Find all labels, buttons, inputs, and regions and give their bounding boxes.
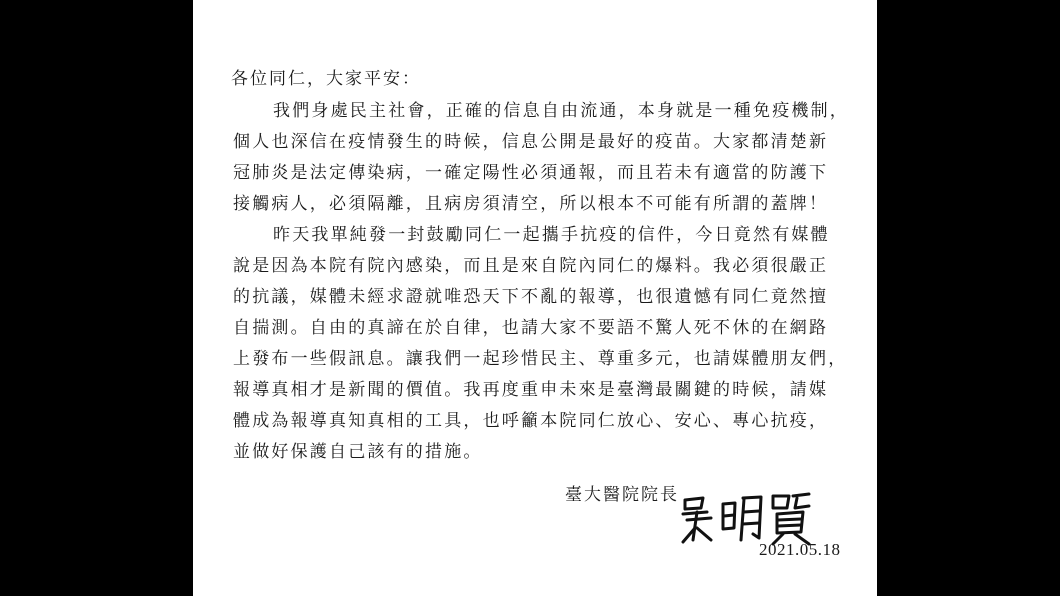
body-line: 報導真相才是新聞的價值。我再度重申未來是臺灣最關鍵的時候，請媒 (233, 380, 829, 400)
body-line: 體成為報導真知真相的工具，也呼籲本院同仁放心、安心、專心抗疫， (233, 411, 829, 431)
greeting: 各位同仁，大家平安： (231, 69, 421, 89)
body-line: 我們身處民主社會，正確的信息自由流通，本身就是一種免疫機制， (273, 101, 849, 121)
body-line: 上發布一些假訊息。讓我們一起珍惜民主、尊重多元，也請媒體朋友們， (233, 349, 848, 369)
body-line: 昨天我單純發一封鼓勵同仁一起攜手抗疫的信件，今日竟然有媒體 (273, 225, 830, 245)
signer-title: 臺大醫院院長 (565, 485, 679, 505)
body-line: 說是因為本院有院內感染，而且是來自院內同仁的爆料。我必須很嚴正 (233, 256, 829, 276)
body-line: 個人也深信在疫情發生的時候，信息公開是最好的疫苗。大家都清楚新 (233, 132, 829, 152)
letter-date: 2021.05.18 (759, 540, 841, 559)
body-line: 的抗議，媒體未經求證就唯恐天下不亂的報導，也很遺憾有同仁竟然擅 (233, 287, 829, 307)
letter-page (193, 0, 877, 596)
body-line: 冠肺炎是法定傳染病，一確定陽性必須通報，而且若未有適當的防護下 (233, 163, 829, 183)
handwritten-signature (677, 490, 817, 546)
body-line: 自揣測。自由的真諦在於自律，也請大家不要語不驚人死不休的在網路 (233, 318, 829, 338)
body-line: 接觸病人，必須隔離，且病房須清空，所以根本不可能有所謂的蓋牌！ (233, 194, 829, 214)
body-line: 並做好保護自己該有的措施。 (233, 442, 483, 462)
